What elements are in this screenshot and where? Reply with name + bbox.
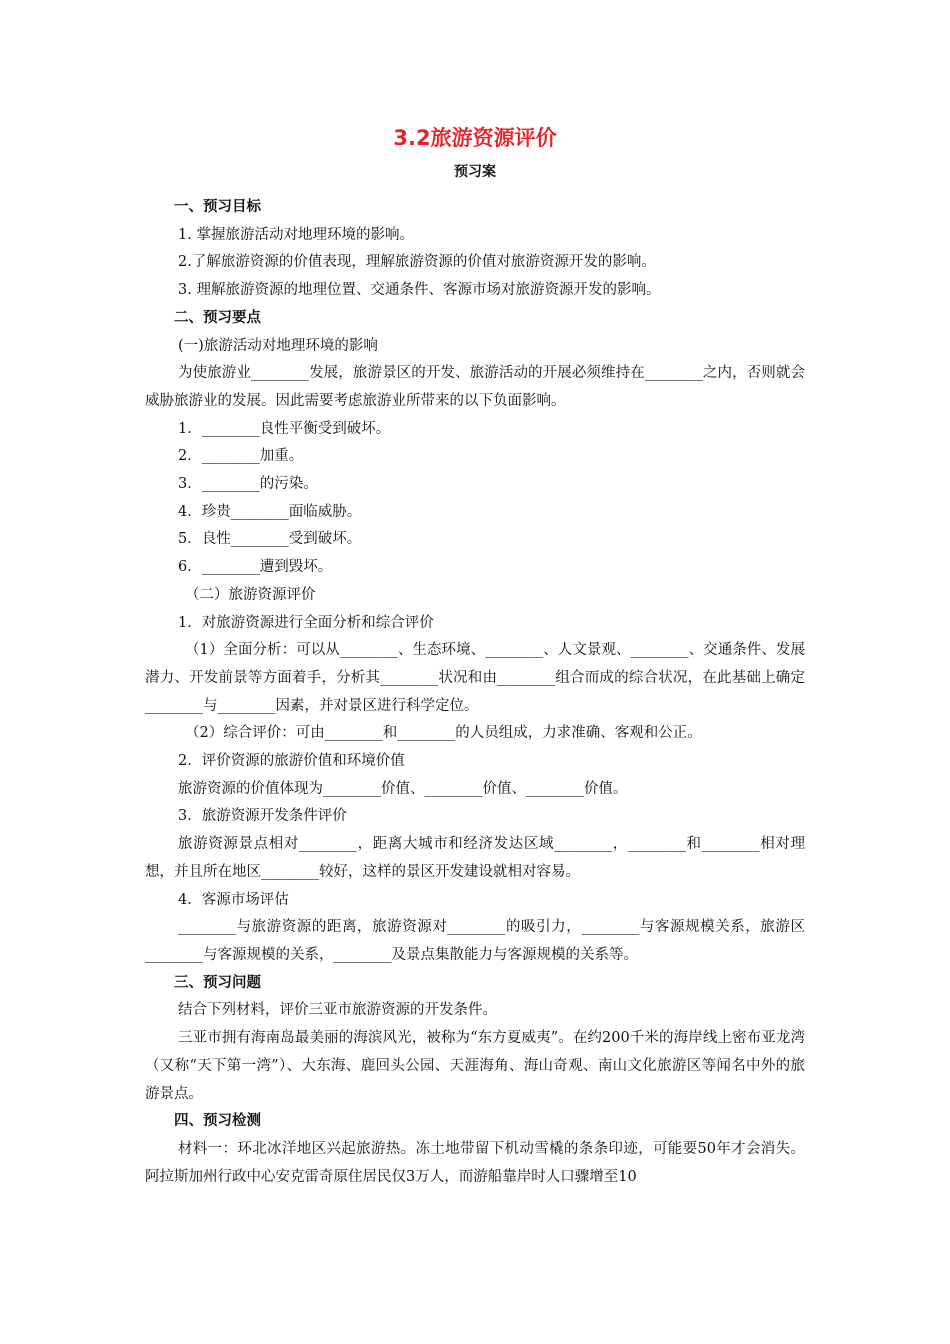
page-title: 3.2旅游资源评价 (393, 126, 557, 150)
subsection-title: (一)旅游活动对地理环境的影响 (178, 337, 378, 354)
point-title: 4．客源市场评估 (178, 891, 289, 908)
page-subtitle: 预习案 (454, 164, 496, 180)
fill-blank-paragraph: 旅游资源景点相对________，距离大城市和经济发达区域________，________和________相对理想，并且所在地区________较好，这样的景区开发建设就相对容易。 (145, 836, 805, 880)
fill-blank-paragraph: 为使旅游业________发展，旅游景区的开发、旅游活动的开展必须维持在________之内，否则就会威胁旅游业的发展。因此需要考虑旅游业所带来的以下负面影响。 (145, 365, 805, 409)
subsection-title: （二）旅游资源评价 (185, 586, 316, 603)
fill-blank-item: 2．________加重。 (178, 448, 304, 465)
section-heading-test: 四、预习检测 (174, 1113, 261, 1130)
fill-blank-paragraph: 旅游资源的价值体现为________价值、________价值、________价值。 (178, 780, 628, 797)
fill-blank-item: 1．________良性平衡受到破坏。 (178, 420, 391, 437)
section-heading-questions: 三、预习问题 (174, 974, 261, 991)
section-heading-key-points: 二、预习要点 (174, 309, 261, 326)
point-title: 1．对旅游资源进行全面分析和综合评价 (178, 614, 434, 631)
section-heading-goals: 一、预习目标 (174, 199, 261, 215)
fill-blank-paragraph: ________与旅游资源的距离，旅游资源对________的吸引力，________与客源规模关系，旅游区________与客源规模的关系，________及景点集散能力与客源规模的关系等。 (145, 919, 805, 963)
fill-blank-item: 4．珍贵________面临威胁。 (178, 503, 362, 520)
goal-item: 2.了解旅游资源的价值表现，理解旅游资源的价值对旅游资源开发的影响。 (178, 254, 656, 271)
question-prompt: 结合下列材料，评价三亚市旅游资源的开发条件。 (178, 1002, 497, 1019)
question-material: 三亚市拥有海南岛最美丽的海滨风光，被称为“东方夏威夷”。在约200千米的海岸线上密布亚龙湾（又称“天下第一湾”）、大东海、鹿回头公园、天涯海角、海山奇观、南山文化旅游区等闻名中外的旅游景点。 (145, 1030, 805, 1102)
point-title: 3．旅游资源开发条件评价 (178, 808, 347, 825)
test-material: 材料一：环北冰洋地区兴起旅游热。冻土地带留下机动雪橇的条条印迹，可能要50年才会消失。阿拉斯加州行政中心安克雷奇原住居民仅3万人，而游船靠岸时人口骤增至10 (145, 1140, 805, 1185)
fill-blank-item: 6．________遭到毁坏。 (178, 559, 333, 576)
document-body (145, 194, 805, 1191)
goal-item: 1. 掌握旅游活动对地理环境的影响。 (178, 226, 414, 243)
fill-blank-paragraph: （1）全面分析：可以从________、生态环境、________、人文景观、________、交通条件、发展潜力、开发前景等方面着手，分析其________状况和由________组合而成的综合状况，在此基础上确定________与________因素，并对景区进行科学定位。 (145, 642, 805, 714)
fill-blank-item: 3．________的污染。 (178, 476, 318, 493)
fill-blank-paragraph: （2）综合评价：可由________和________的人员组成，力求准确、客观和公正。 (185, 725, 702, 742)
point-title: 2．评价资源的旅游价值和环境价值 (178, 753, 405, 770)
goal-item: 3. 理解旅游资源的地理位置、交通条件、客源市场对旅游资源开发的影响。 (178, 282, 661, 299)
fill-blank-item: 5．良性________受到破坏。 (178, 531, 362, 548)
